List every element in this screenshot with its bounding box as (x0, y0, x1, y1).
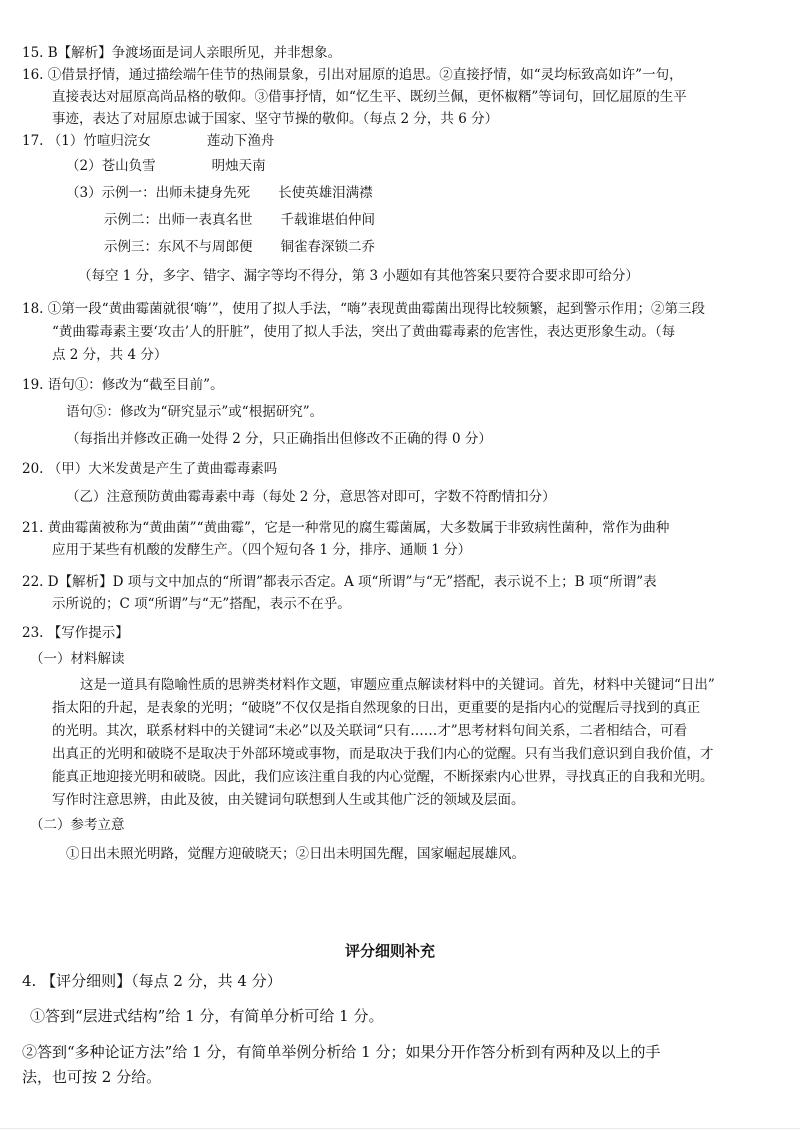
q22-line2: 示所说的；C 项“所谓”与“无”搭配，表示不在乎。 (52, 596, 351, 612)
q23-reference: ①日出未照光明路，觉醒方迎破晓天；②日出未明国先醒，国家崛起展雄风。 (66, 846, 525, 862)
q21-line1: 21. 黄曲霉菌被称为“黄曲菌”“黄曲霉”，它是一种常见的腐生霉菌属，大多数属于非致病性菌种，常作为曲种 (22, 520, 670, 536)
q17-note: （每空 1 分，多字、错字、漏字等均不得分，第 3 小题如有其他答案只要符合要求即可给分） (78, 268, 639, 284)
q17-part2 (66, 155, 266, 177)
q18-line3: 点 2 分，共 4 分） (52, 347, 168, 363)
q17-part4 (104, 209, 375, 231)
q17-part4-b: 千载谁堪伯仲间 (280, 212, 375, 228)
q17-part5-b: 铜雀春深锁二乔 (280, 239, 375, 255)
q19-note: （每指出并修改正确一处得 2 分，只正确指出但修改不正确的得 0 分） (66, 431, 492, 447)
supplement-title: 评分细则补充 (345, 942, 436, 960)
q17-part2-a: （2）苍山负雪 (66, 158, 156, 174)
q16-line2: 直接表达对屈原高尚品格的敬仰。③借事抒情，如“忆生平、既纫兰佩，更怀椒糈”等词句，回忆屈原的生平 (52, 89, 687, 105)
q17-part1-b: 莲动下渔舟 (206, 133, 275, 149)
q23-para-line5: 能真正地迎接光明和破晓。因此，我们应该注重自我的内心觉醒，不断探索内心世界，寻找真正的自我和光明。 (52, 769, 714, 785)
q18-line1: 18. ①第一段“黄曲霉菌就很‘嗨’”，使用了拟人手法，“嗨”表现黄曲霉菌出现得比较频繁，起到警示作用；②第三段 (22, 301, 705, 317)
q23-heading: 23. 【写作提示】 (22, 625, 129, 641)
q23-para-line1: 这是一道具有隐喻性质的思辨类材料作文题，审题应重点解读材料中的关键词。首先，材料中关键词“日出” (80, 677, 715, 693)
supplement-item2-line1: ②答到“多种论证方法”给 1 分，有简单举例分析给 1 分；如果分开作答分析到有两种及以上的手 (22, 1043, 661, 1061)
q15-line1: 15. B【解析】争渡场面是词人亲眼所见，并非想象。 (22, 45, 342, 61)
q19-line2: 语句⑤：修改为“研究显示”或“根据研究”。 (66, 404, 324, 420)
q21-line2: 应用于某些有机酸的发酵生产。（四个短句各 1 分，排序、通顺 1 分） (52, 542, 472, 558)
q23-para-line3: 的光明。其次，联系材料中的关键词“未必”以及关联词“只有……才”思考材料句间关系，二者相结合，可看 (52, 723, 688, 739)
q17-part1-a: 17. （1）竹喧归浣女 (22, 133, 151, 149)
q17-part1 (22, 130, 274, 152)
q19-line1: 19. 语句①：修改为“截至目前”。 (22, 377, 224, 393)
supplement-item1: ①答到“层进式结构”给 1 分，有简单分析可给 1 分。 (30, 1007, 384, 1025)
q23-para-line6: 写作时注意思辨，由此及彼，由关键词句联想到人生或其他广泛的领域及层面。 (52, 792, 525, 808)
q17-part5-a: 示例三：东风不与周郎便 (104, 239, 253, 255)
q18-line2: “黄曲霉毒素主要‘攻击’人的肝脏”，使用了拟人手法，突出了黄曲霉毒素的危害性，表达更形象生动。（每 (52, 324, 676, 340)
supplement-q4-heading: 4. 【评分细则】（每点 2 分，共 4 分） (22, 972, 282, 990)
q17-part2-b: 明烛天南 (211, 158, 266, 174)
q17-part3 (66, 182, 373, 204)
q23-para-line4: 出真正的光明和破晓不是取决于外部环境或事物，而是取决于我们内心的觉醒。只有当我们意识到自我价值，才 (52, 746, 714, 762)
q16-line1: 16. ①借景抒情，通过描绘端午佳节的热闹景象，引出对屈原的追思。②直接抒情，如“灵均标致高如许”一句， (22, 67, 683, 83)
q23-section2-title: （二）参考立意 (30, 817, 125, 833)
q22-line1: 22. D【解析】D 项与文中加点的“所谓”都表示否定。A 项“所谓”与“无”搭配，表示说不上；B 项“所谓”表 (22, 574, 657, 590)
q17-part5 (104, 236, 375, 258)
q17-part4-a: 示例二：出师一表真名世 (104, 212, 253, 228)
supplement-item2-line2: 法，也可按 2 分给。 (22, 1068, 162, 1086)
q17-part3-a: （3）示例一：出师未捷身先死 (66, 185, 251, 201)
page-bottom-rule (0, 1128, 800, 1129)
q16-line3: 事迹，表达了对屈原忠诚于国家、坚守节操的敬仰。（每点 2 分，共 6 分） (52, 111, 499, 127)
q20-line2: （乙）注意预防黄曲霉毒素中毒（每处 2 分，意思答对即可，字数不符酌情扣分） (66, 489, 556, 505)
q23-para-line2: 指太阳的升起，是表象的光明；“破晓”不仅仅是指自然现象的日出，更重要的是指内心的觉醒后寻找到的真正 (52, 700, 701, 716)
q23-section1-title: （一）材料解读 (30, 651, 125, 667)
q17-part3-b: 长使英雄泪满襟 (278, 185, 373, 201)
q20-line1: 20. （甲）大米发黄是产生了黄曲霉毒素吗 (22, 461, 278, 477)
